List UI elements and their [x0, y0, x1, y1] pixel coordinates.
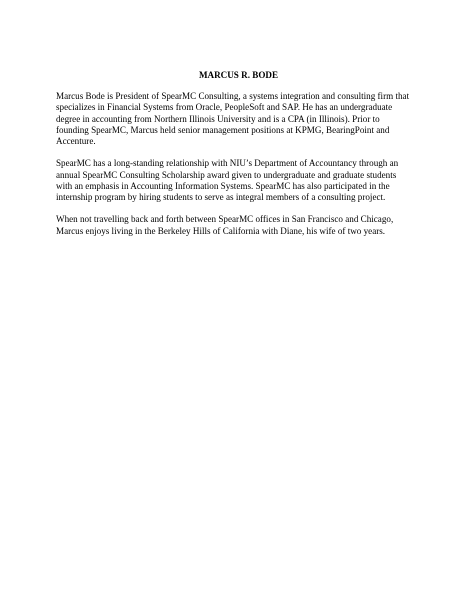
- paragraph-personal: When not travelling back and forth between SpearMC offices in San Francisco and Chicago, Marcus enjoys living in the Berkeley Hills of California with Diane, his wife of two years.: [56, 214, 394, 236]
- document-body: [56, 70, 421, 248]
- document-title: MARCUS R. BODE: [198, 70, 279, 80]
- paragraph-niu-relationship: SpearMC has a long-standing relationship with NIU’s Department of Accountancy through an annual SpearMC Consulting Scholarship award given to undergraduate and graduate students with an emphasis in Accounting Information Systems. SpearMC has also participated in the internship program by hiring students to serve as integral members of a consulting project.: [56, 158, 399, 203]
- paragraph-biography: Marcus Bode is President of SpearMC Consulting, a systems integration and consulting firm that specializes in Financial Systems from Oracle, PeopleSoft and SAP. He has an undergraduate degree in accounting from Northern Illinois University and is a CPA (in Illinois). Prior to founding SpearMC, Marcus held senior management positions at KPMG, BearingPoint and Accenture.: [56, 91, 410, 147]
